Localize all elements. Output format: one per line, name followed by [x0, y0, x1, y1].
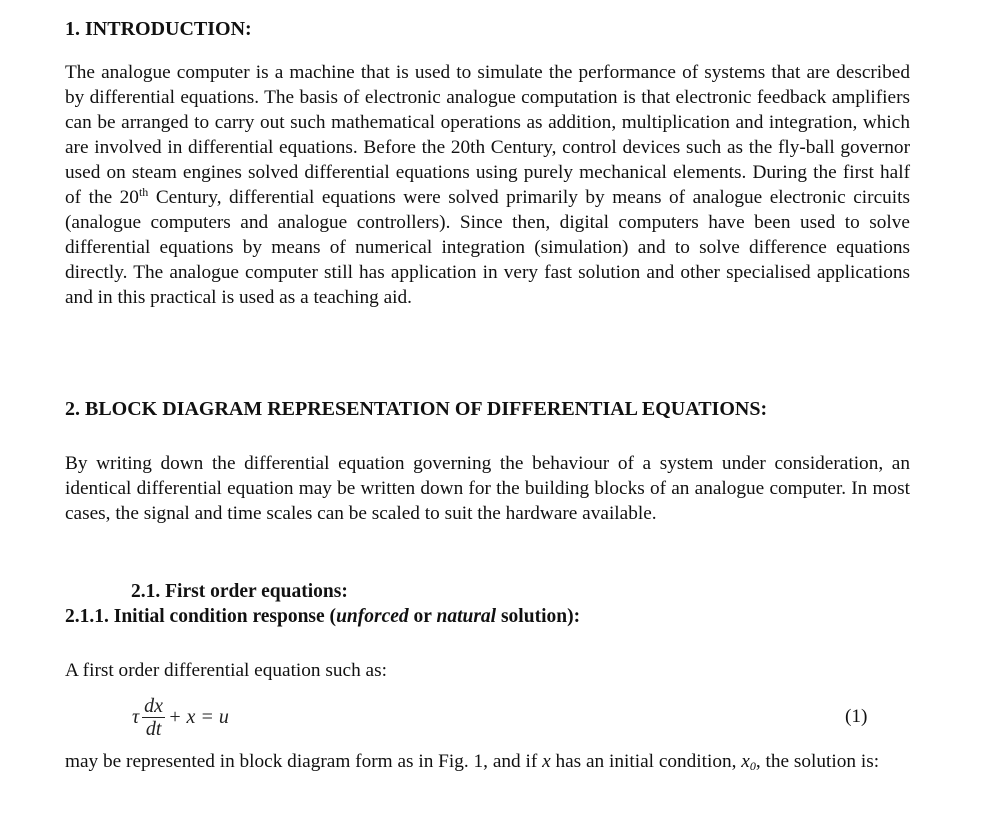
intro-text-a: The analogue computer is a machine that is used to simulate the performance of systems that are described by differential equations. The basis of electronic analogue computation is that electronic feedback amplifiers can be arranged to carry out such mathematical operations as addition, multiplication and integration, which are involved in differential equations. Before the 20th Century, control devices such as the fly-ball governor used on steam engines solved differential equations using purely mechanical elements. During the first half of the 20	[65, 62, 910, 208]
equation-fraction	[142, 695, 165, 740]
subheading-or: or	[408, 606, 437, 627]
fraction-numerator: dx	[144, 694, 164, 717]
equation-number: (1)	[845, 706, 868, 727]
subheading-prefix: 2.1.1. Initial condition response (	[65, 606, 337, 627]
solution-var-x0-sub: 0	[749, 759, 756, 773]
solution-paragraph	[65, 749, 910, 774]
equation-1	[132, 689, 229, 745]
fraction-denominator: dt	[145, 717, 162, 740]
subheading-unforced: unforced	[336, 606, 409, 627]
solution-var-x: x	[542, 751, 551, 772]
equation-intro: A first order differential equation such as:	[65, 660, 387, 681]
block-diagram-paragraph: By writing down the differential equation governing the behaviour of a system under consideration, an identical differential equation may be written down for the building blocks of an analogue computer. In most cases, the signal and time scales can be scaled to suit the hardware available.	[65, 453, 910, 524]
section-2-1-heading: 2.1. First order equations:	[131, 581, 348, 602]
section-2-heading: 2. BLOCK DIAGRAM REPRESENTATION OF DIFFERENTIAL EQUATIONS:	[65, 398, 768, 420]
equation-tau: τ	[132, 705, 140, 728]
solution-var-x0: x	[741, 751, 750, 772]
introduction-paragraph	[65, 60, 910, 310]
solution-text-a: may be represented in block diagram form as in Fig. 1, and if	[65, 751, 543, 772]
superscript-th: th	[138, 185, 149, 199]
section-2-1-1-heading	[65, 604, 580, 629]
subheading-suffix: solution):	[496, 606, 581, 627]
solution-text-b: has an initial condition,	[550, 751, 742, 772]
equation-rest: + x = u	[168, 705, 229, 728]
solution-text-c: , the solution is:	[755, 751, 880, 772]
intro-text-b: Century, differential equations were solved primarily by means of analogue electronic circuits (analogue computers and analogue controllers). Since then, digital computers have been used to solve differential equations by means of numerical integration (simulation) and to solve difference equations directly. The analogue computer still has application in very fast solution and other specialised applications and in this practical is used as a teaching aid.	[65, 187, 910, 308]
section-1-heading: 1. INTRODUCTION:	[65, 18, 252, 40]
subheading-natural: natural	[436, 606, 497, 627]
